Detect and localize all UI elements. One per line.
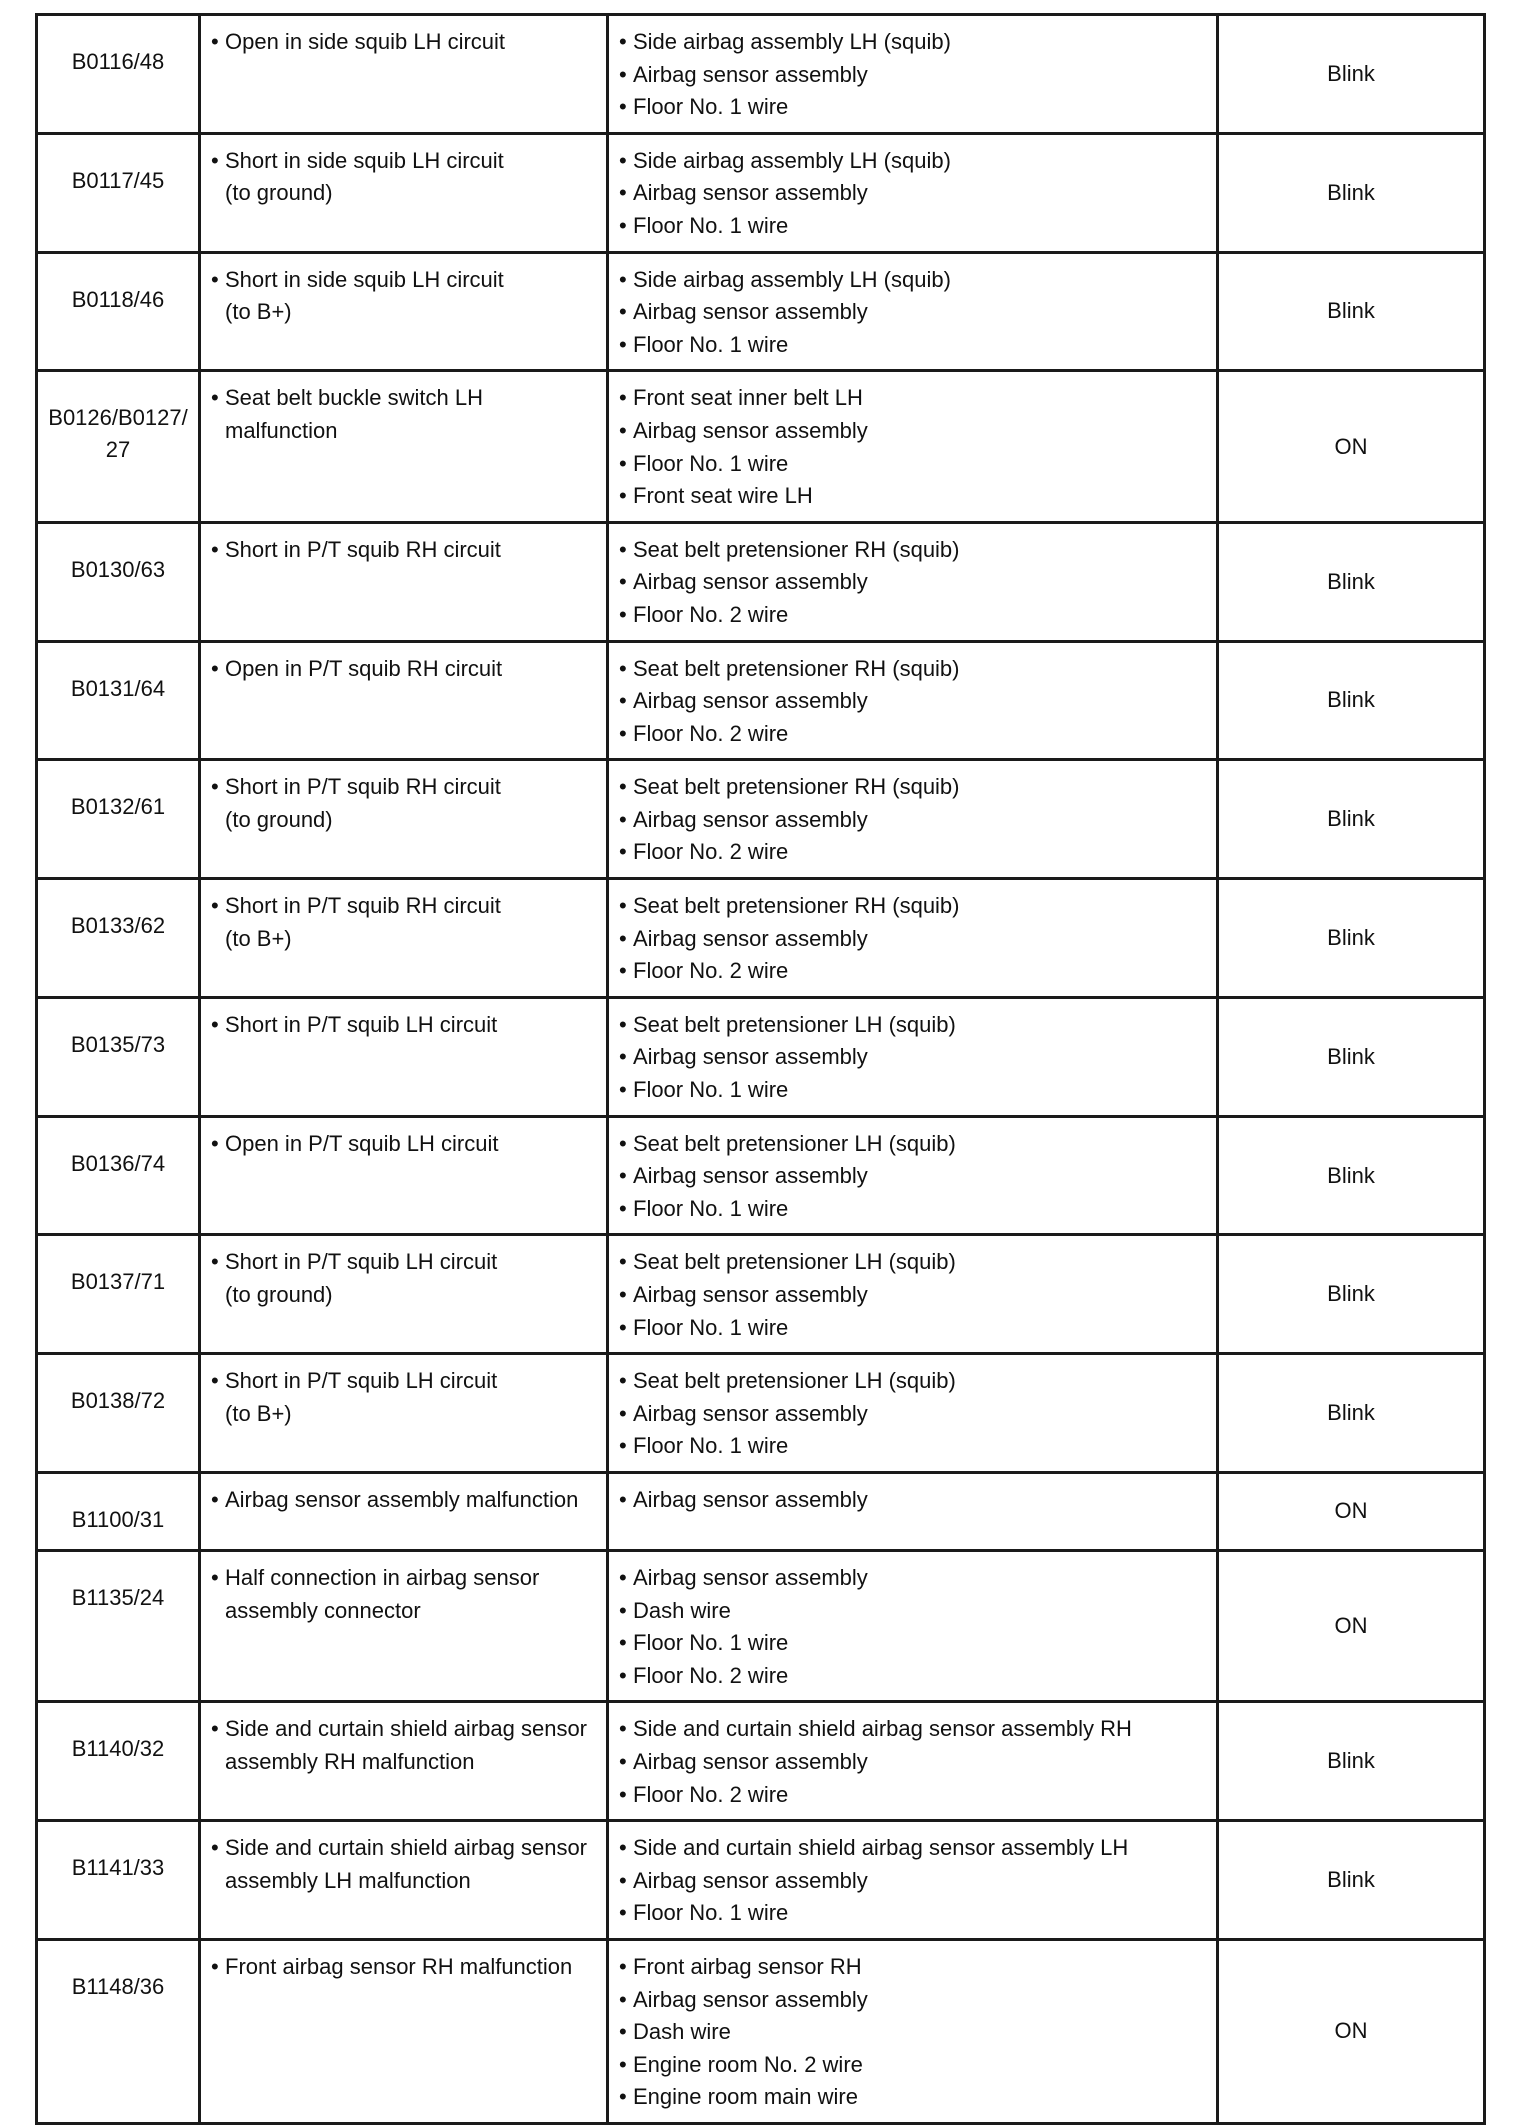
table-row bbox=[37, 1821, 1485, 1940]
trouble-areas bbox=[608, 1235, 1218, 1354]
dtc-code: B1140/32 bbox=[37, 1702, 200, 1821]
condition-line: • Short in P/T squib RH circuit bbox=[211, 534, 598, 567]
trouble-areas bbox=[608, 1939, 1218, 2123]
trouble-area-item: • Airbag sensor assembly bbox=[619, 296, 1208, 329]
warning-light-status: Blink bbox=[1218, 1354, 1485, 1473]
warning-light-status: Blink bbox=[1218, 1821, 1485, 1940]
table-row bbox=[37, 1116, 1485, 1235]
condition-line: (to ground) bbox=[225, 180, 333, 206]
table-row bbox=[37, 1472, 1485, 1550]
table-row bbox=[37, 371, 1485, 522]
trouble-area-item: • Floor No. 2 wire bbox=[619, 836, 1208, 869]
trouble-area-item: • Dash wire bbox=[619, 2016, 1208, 2049]
trouble-area-item: • Floor No. 1 wire bbox=[619, 1074, 1208, 1107]
trouble-areas bbox=[608, 1550, 1218, 1701]
trouble-areas bbox=[608, 641, 1218, 760]
trouble-area-item: • Airbag sensor assembly bbox=[619, 177, 1208, 210]
trouble-area-item: • Airbag sensor assembly bbox=[619, 59, 1208, 92]
dtc-code: B0132/61 bbox=[37, 760, 200, 879]
detection-condition bbox=[200, 522, 608, 641]
condition-line: • Short in P/T squib RH circuit bbox=[211, 771, 598, 804]
table-row bbox=[37, 1550, 1485, 1701]
detection-condition bbox=[200, 252, 608, 371]
warning-light-status: Blink bbox=[1218, 879, 1485, 998]
detection-condition bbox=[200, 1472, 608, 1550]
trouble-area-item: • Side and curtain shield airbag sensor assembly RH bbox=[619, 1713, 1208, 1746]
dtc-code: B0116/48 bbox=[37, 15, 200, 134]
trouble-area-item: • Floor No. 2 wire bbox=[619, 599, 1208, 632]
trouble-area-item: • Airbag sensor assembly bbox=[619, 1279, 1208, 1312]
trouble-area-item: • Airbag sensor assembly bbox=[619, 1484, 1208, 1517]
table-row bbox=[37, 879, 1485, 998]
table-row bbox=[37, 15, 1485, 134]
condition-line: • Short in P/T squib LH circuit bbox=[211, 1009, 598, 1042]
condition-line: • Seat belt buckle switch LH bbox=[211, 382, 598, 415]
trouble-area-item: • Front airbag sensor RH bbox=[619, 1951, 1208, 1984]
warning-light-status: Blink bbox=[1218, 760, 1485, 879]
warning-light-status: Blink bbox=[1218, 1702, 1485, 1821]
trouble-area-item: • Airbag sensor assembly bbox=[619, 1398, 1208, 1431]
condition-line: assembly LH malfunction bbox=[225, 1867, 471, 1893]
dtc-code: B0126/B0127/ 27 bbox=[37, 371, 200, 522]
warning-light-status: ON bbox=[1218, 1472, 1485, 1550]
warning-light-status: Blink bbox=[1218, 641, 1485, 760]
trouble-area-item: • Side airbag assembly LH (squib) bbox=[619, 145, 1208, 178]
detection-condition bbox=[200, 1702, 608, 1821]
trouble-area-item: • Floor No. 1 wire bbox=[619, 210, 1208, 243]
condition-line: malfunction bbox=[225, 417, 338, 443]
trouble-area-item: • Airbag sensor assembly bbox=[619, 1041, 1208, 1074]
trouble-area-item: • Airbag sensor assembly bbox=[619, 804, 1208, 837]
table-row bbox=[37, 997, 1485, 1116]
dtc-code: B1141/33 bbox=[37, 1821, 200, 1940]
trouble-areas bbox=[608, 252, 1218, 371]
dtc-code: B0133/62 bbox=[37, 879, 200, 998]
warning-light-status: ON bbox=[1218, 371, 1485, 522]
table-row bbox=[37, 641, 1485, 760]
detection-condition bbox=[200, 1354, 608, 1473]
trouble-area-item: • Airbag sensor assembly bbox=[619, 415, 1208, 448]
warning-light-status: Blink bbox=[1218, 1235, 1485, 1354]
trouble-areas bbox=[608, 133, 1218, 252]
trouble-area-item: • Airbag sensor assembly bbox=[619, 1562, 1208, 1595]
dtc-table bbox=[35, 13, 1486, 2125]
detection-condition bbox=[200, 760, 608, 879]
warning-light-status: Blink bbox=[1218, 15, 1485, 134]
warning-light-status: ON bbox=[1218, 1939, 1485, 2123]
detection-condition bbox=[200, 641, 608, 760]
table-row bbox=[37, 252, 1485, 371]
trouble-area-item: • Side and curtain shield airbag sensor assembly LH bbox=[619, 1832, 1208, 1865]
detection-condition bbox=[200, 997, 608, 1116]
trouble-area-item: • Seat belt pretensioner RH (squib) bbox=[619, 653, 1208, 686]
dtc-code: B0117/45 bbox=[37, 133, 200, 252]
table-row bbox=[37, 1235, 1485, 1354]
trouble-area-item: • Dash wire bbox=[619, 1595, 1208, 1628]
trouble-area-item: • Side airbag assembly LH (squib) bbox=[619, 26, 1208, 59]
trouble-area-item: • Airbag sensor assembly bbox=[619, 1865, 1208, 1898]
condition-line: • Short in side squib LH circuit bbox=[211, 264, 598, 297]
condition-line: • Short in P/T squib RH circuit bbox=[211, 890, 598, 923]
trouble-area-item: • Floor No. 1 wire bbox=[619, 1430, 1208, 1463]
dtc-code: B0118/46 bbox=[37, 252, 200, 371]
condition-line: (to ground) bbox=[225, 1282, 333, 1307]
warning-light-status: Blink bbox=[1218, 1116, 1485, 1235]
condition-line: • Half connection in airbag sensor bbox=[211, 1562, 598, 1595]
trouble-areas bbox=[608, 15, 1218, 134]
trouble-areas bbox=[608, 1472, 1218, 1550]
detection-condition bbox=[200, 1821, 608, 1940]
condition-line: assembly connector bbox=[225, 1597, 421, 1623]
detection-condition bbox=[200, 1939, 608, 2123]
trouble-areas bbox=[608, 1116, 1218, 1235]
condition-line: • Short in side squib LH circuit bbox=[211, 145, 598, 178]
trouble-area-item: • Seat belt pretensioner RH (squib) bbox=[619, 771, 1208, 804]
trouble-area-item: • Airbag sensor assembly bbox=[619, 566, 1208, 599]
trouble-area-item: • Seat belt pretensioner LH (squib) bbox=[619, 1246, 1208, 1279]
table-row bbox=[37, 760, 1485, 879]
dtc-table-page bbox=[35, 13, 1483, 2125]
condition-line: • Side and curtain shield airbag sensor bbox=[211, 1713, 598, 1746]
trouble-area-item: • Airbag sensor assembly bbox=[619, 1746, 1208, 1779]
trouble-area-item: • Airbag sensor assembly bbox=[619, 1984, 1208, 2017]
trouble-area-item: • Seat belt pretensioner RH (squib) bbox=[619, 534, 1208, 567]
trouble-area-item: • Airbag sensor assembly bbox=[619, 923, 1208, 956]
detection-condition bbox=[200, 371, 608, 522]
trouble-area-item: • Floor No. 2 wire bbox=[619, 1660, 1208, 1693]
condition-line: • Airbag sensor assembly malfunction bbox=[211, 1484, 598, 1517]
detection-condition bbox=[200, 879, 608, 998]
condition-line: • Short in P/T squib LH circuit bbox=[211, 1246, 598, 1279]
dtc-code: B0131/64 bbox=[37, 641, 200, 760]
trouble-areas bbox=[608, 1821, 1218, 1940]
condition-line: (to B+) bbox=[225, 299, 292, 325]
dtc-code: B1135/24 bbox=[37, 1550, 200, 1701]
condition-line: • Side and curtain shield airbag sensor bbox=[211, 1832, 598, 1865]
trouble-area-item: • Seat belt pretensioner RH (squib) bbox=[619, 890, 1208, 923]
trouble-areas bbox=[608, 1354, 1218, 1473]
condition-line: (to B+) bbox=[225, 925, 292, 951]
trouble-area-item: • Floor No. 1 wire bbox=[619, 1193, 1208, 1226]
trouble-area-item: • Floor No. 1 wire bbox=[619, 448, 1208, 481]
detection-condition bbox=[200, 1116, 608, 1235]
trouble-area-item: • Engine room main wire bbox=[619, 2081, 1208, 2114]
trouble-areas bbox=[608, 522, 1218, 641]
table-row bbox=[37, 522, 1485, 641]
trouble-area-item: • Engine room No. 2 wire bbox=[619, 2049, 1208, 2082]
table-row bbox=[37, 1939, 1485, 2123]
trouble-areas bbox=[608, 760, 1218, 879]
trouble-areas bbox=[608, 997, 1218, 1116]
warning-light-status: Blink bbox=[1218, 997, 1485, 1116]
condition-line: (to ground) bbox=[225, 806, 333, 832]
dtc-code: B0137/71 bbox=[37, 1235, 200, 1354]
trouble-area-item: • Front seat wire LH bbox=[619, 480, 1208, 513]
dtc-code: B0130/63 bbox=[37, 522, 200, 641]
trouble-area-item: • Floor No. 2 wire bbox=[619, 718, 1208, 751]
trouble-areas bbox=[608, 371, 1218, 522]
detection-condition bbox=[200, 1550, 608, 1701]
warning-light-status: ON bbox=[1218, 1550, 1485, 1701]
dtc-code: B1100/31 bbox=[37, 1472, 200, 1550]
trouble-area-item: • Floor No. 1 wire bbox=[619, 1312, 1208, 1345]
warning-light-status: Blink bbox=[1218, 252, 1485, 371]
condition-line: • Open in P/T squib LH circuit bbox=[211, 1128, 598, 1161]
condition-line: • Open in side squib LH circuit bbox=[211, 26, 598, 59]
detection-condition bbox=[200, 1235, 608, 1354]
warning-light-status: Blink bbox=[1218, 522, 1485, 641]
trouble-area-item: • Floor No. 1 wire bbox=[619, 1897, 1208, 1930]
trouble-area-item: • Front seat inner belt LH bbox=[619, 382, 1208, 415]
trouble-area-item: • Side airbag assembly LH (squib) bbox=[619, 264, 1208, 297]
detection-condition bbox=[200, 133, 608, 252]
condition-line: (to B+) bbox=[225, 1400, 292, 1426]
trouble-area-item: • Floor No. 1 wire bbox=[619, 91, 1208, 124]
dtc-code: B1148/36 bbox=[37, 1939, 200, 2123]
dtc-code: B0135/73 bbox=[37, 997, 200, 1116]
detection-condition bbox=[200, 15, 608, 134]
trouble-areas bbox=[608, 879, 1218, 998]
table-row bbox=[37, 1702, 1485, 1821]
condition-line: • Open in P/T squib RH circuit bbox=[211, 653, 598, 686]
trouble-areas bbox=[608, 1702, 1218, 1821]
dtc-code: B0138/72 bbox=[37, 1354, 200, 1473]
trouble-area-item: • Airbag sensor assembly bbox=[619, 1160, 1208, 1193]
trouble-area-item: • Floor No. 1 wire bbox=[619, 329, 1208, 362]
trouble-area-item: • Floor No. 1 wire bbox=[619, 1627, 1208, 1660]
table-row bbox=[37, 1354, 1485, 1473]
dtc-code: B0136/74 bbox=[37, 1116, 200, 1235]
table-row bbox=[37, 133, 1485, 252]
trouble-area-item: • Airbag sensor assembly bbox=[619, 685, 1208, 718]
trouble-area-item: • Floor No. 2 wire bbox=[619, 955, 1208, 988]
condition-line: • Front airbag sensor RH malfunction bbox=[211, 1951, 598, 1984]
trouble-area-item: • Seat belt pretensioner LH (squib) bbox=[619, 1128, 1208, 1161]
dtc-table-body bbox=[37, 15, 1485, 2124]
condition-line: assembly RH malfunction bbox=[225, 1748, 475, 1774]
warning-light-status: Blink bbox=[1218, 133, 1485, 252]
trouble-area-item: • Floor No. 2 wire bbox=[619, 1779, 1208, 1812]
trouble-area-item: • Seat belt pretensioner LH (squib) bbox=[619, 1009, 1208, 1042]
trouble-area-item: • Seat belt pretensioner LH (squib) bbox=[619, 1365, 1208, 1398]
condition-line: • Short in P/T squib LH circuit bbox=[211, 1365, 598, 1398]
